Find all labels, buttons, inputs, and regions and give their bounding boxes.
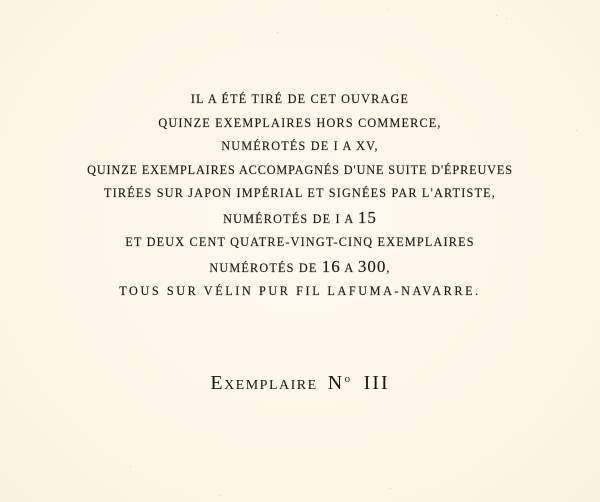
line-8-end: , xyxy=(386,260,391,275)
colophon-line-7: ET DEUX CENT QUATRE-VINGT-CINQ EXEMPLAIRES xyxy=(125,235,475,249)
colophon-line-2: QUINZE EXEMPLAIRES HORS COMMERCE, xyxy=(158,115,442,130)
colophon-line-3: NUMÉROTÉS DE I A XV, xyxy=(221,139,379,153)
paper-speck xyxy=(496,15,497,16)
edition-range-end-300: 300 xyxy=(357,256,387,276)
colophon-line-8 xyxy=(0,255,600,281)
colophon-line-6 xyxy=(0,206,600,232)
colophon-line-5: TIRÉES SUR JAPON IMPÉRIAL ET SIGNÉES PAR L'ARTISTE, xyxy=(104,186,496,200)
number-sign xyxy=(328,372,352,394)
paper-speck xyxy=(220,495,221,496)
number-sign-letter: N xyxy=(327,372,344,394)
edition-range-end-15: 15 xyxy=(357,207,377,227)
copy-number: III xyxy=(363,372,390,394)
colophon-line-9: TOUS SUR VÉLIN PUR FIL LAFUMA-NAVARRE. xyxy=(119,284,481,298)
paper-speck xyxy=(277,32,278,33)
line-8-text: NUMÉROTÉS DE xyxy=(209,260,322,275)
paper-speck xyxy=(576,130,577,131)
paper-speck xyxy=(130,466,131,467)
edition-range-start-16: 16 xyxy=(321,256,341,276)
limitation-statement xyxy=(0,88,600,304)
copy-number-statement xyxy=(0,372,600,395)
paper-speck xyxy=(390,488,391,489)
number-sign-superscript: o xyxy=(344,373,352,385)
line-8-middle: A xyxy=(340,260,358,275)
line-6-text: NUMÉROTÉS DE I A xyxy=(223,211,358,226)
paper-speck xyxy=(388,9,389,10)
exemplaire-label: Exemplaire xyxy=(210,372,318,394)
colophon-line-4: QUINZE EXEMPLAIRES ACCOMPAGNÉS D'UNE SUITE D'ÉPREUVES xyxy=(87,162,513,177)
paper-speck xyxy=(506,18,507,19)
colophon-line-1: IL A ÉTÉ TIRÉ DE CET OUVRAGE xyxy=(190,92,410,106)
